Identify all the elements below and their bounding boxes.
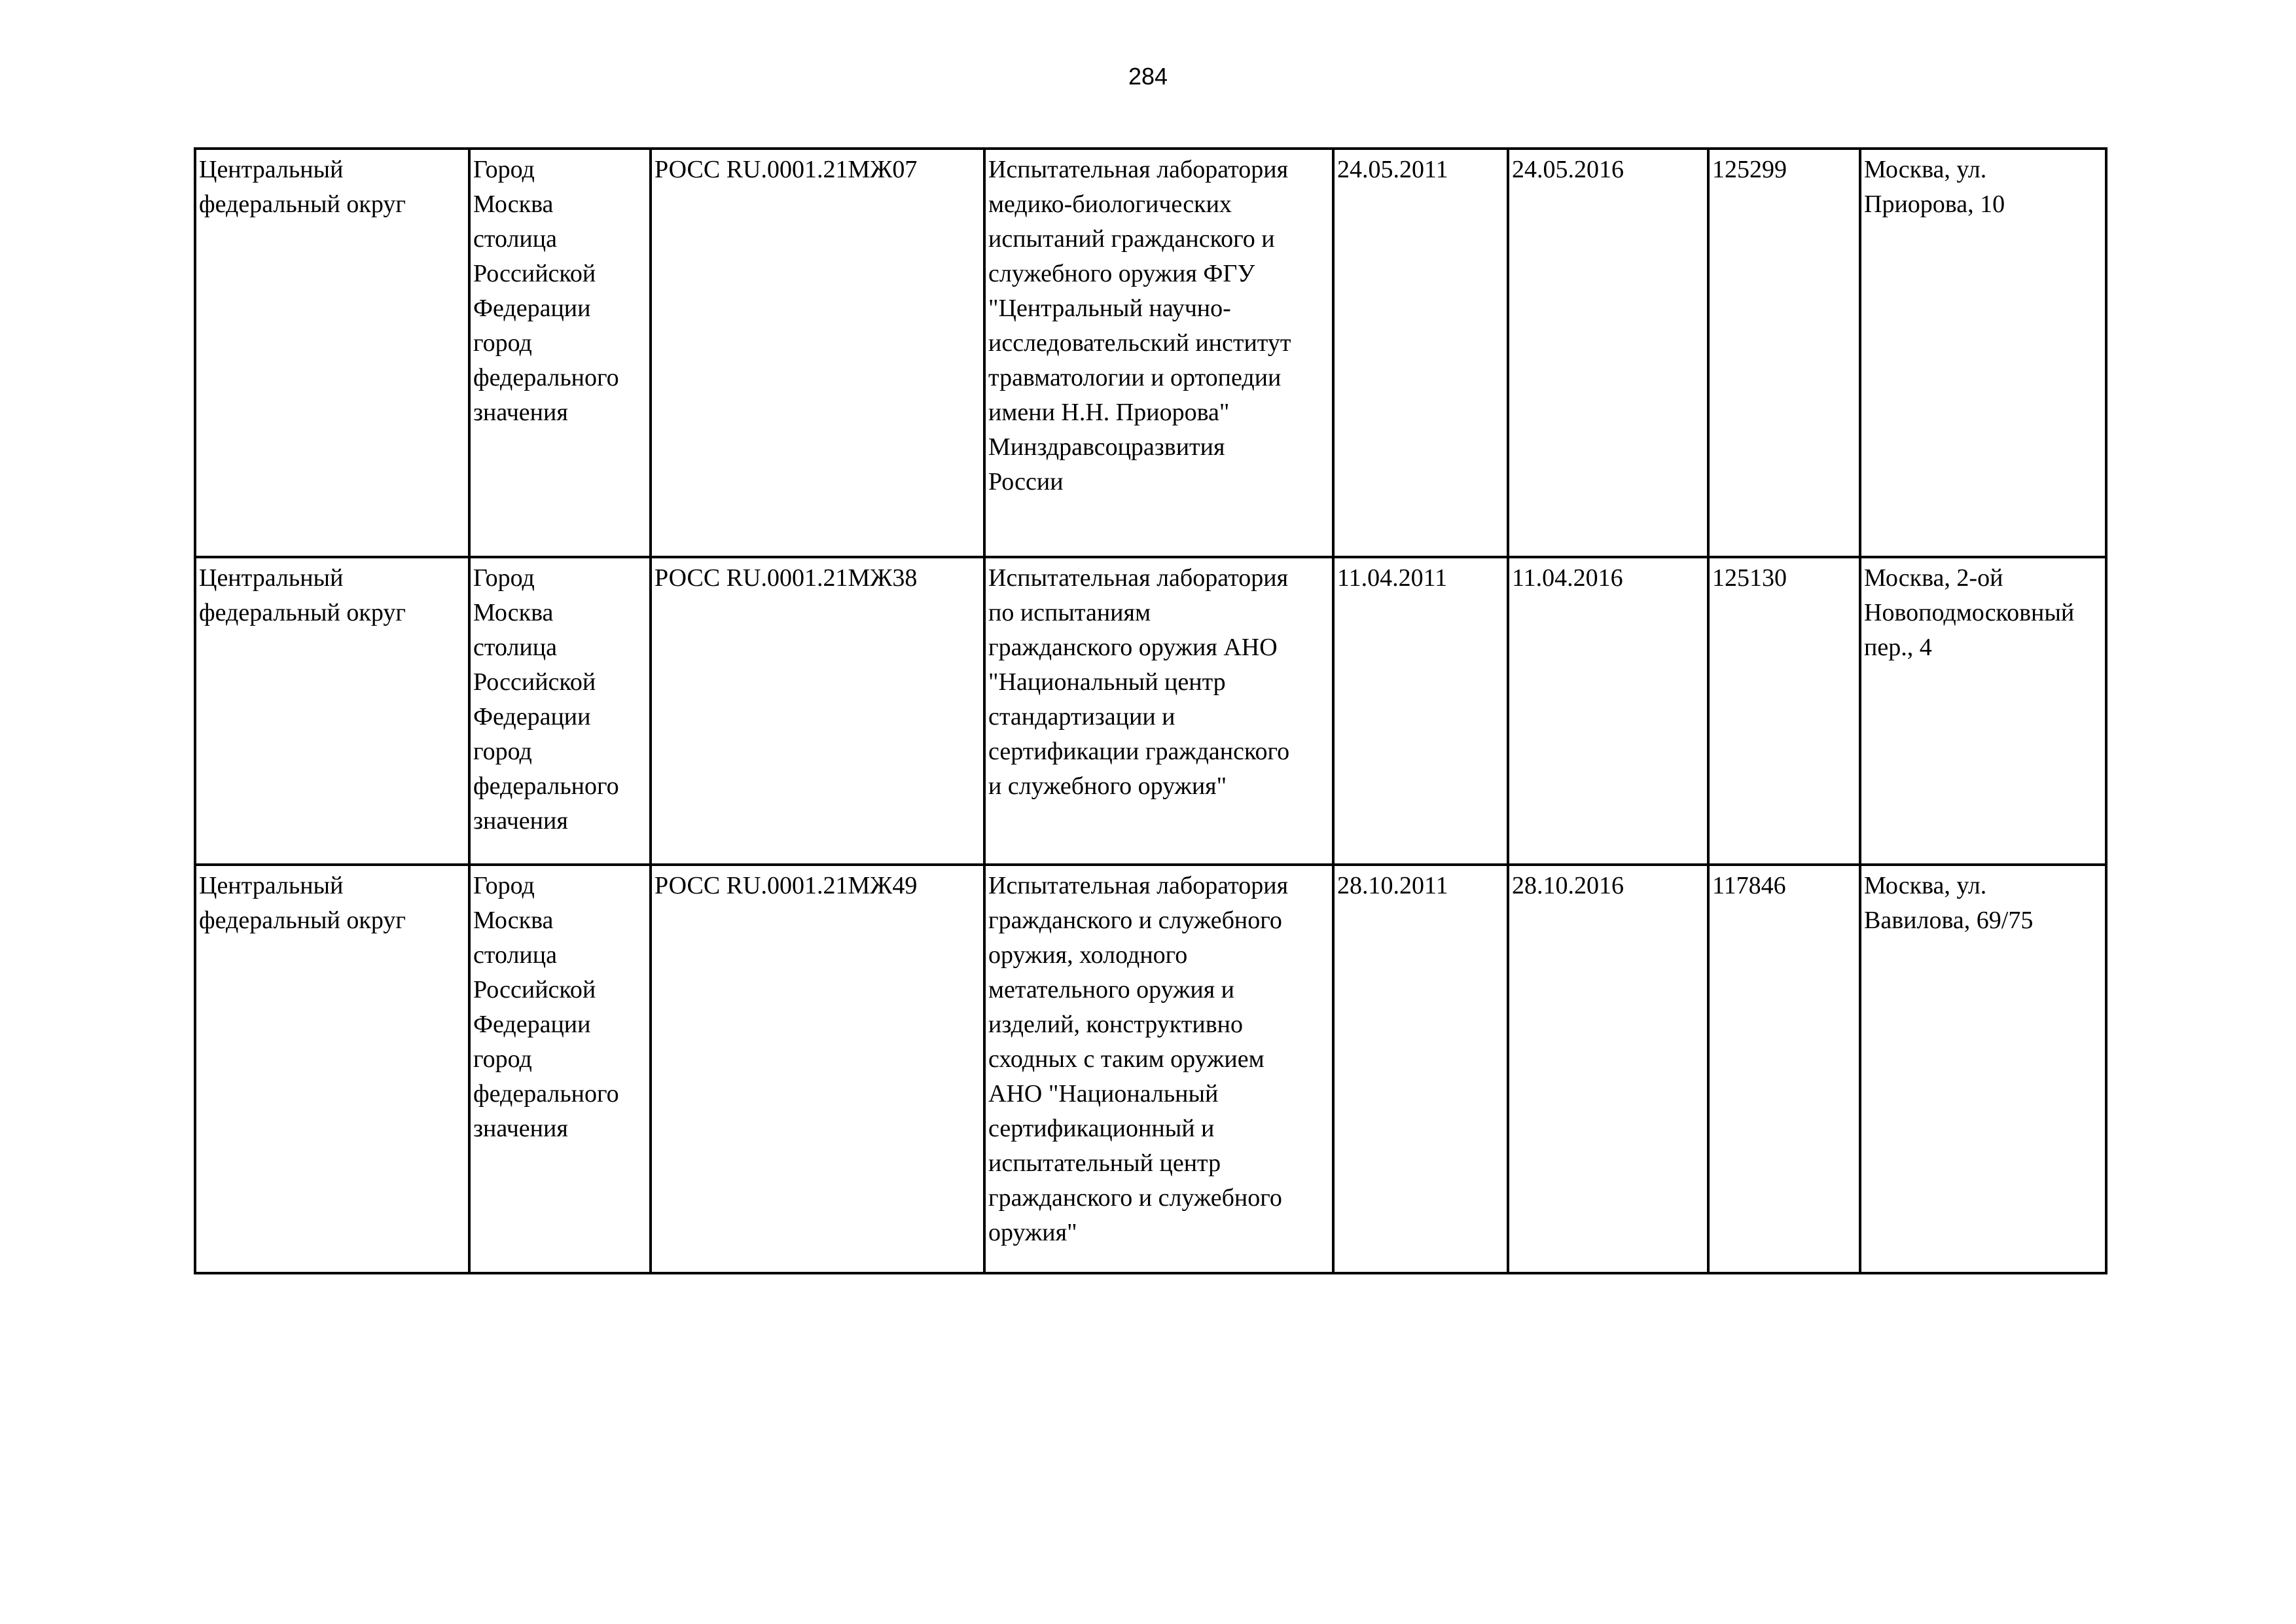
laboratory-cell: Испытательная лаборатория медико-биологических испытаний гражданского и служебного оружия ФГУ "Центральный научно- исследовательский институт травматологии и ортопедии имени Н.Н. Приорова" Минздравсоцразвития России [984, 149, 1333, 557]
certificate-number-cell: РОСС RU.0001.21МЖ49 [651, 865, 984, 1273]
date-end-cell: 11.04.2016 [1508, 557, 1708, 865]
date-start-cell: 24.05.2011 [1333, 149, 1508, 557]
district-cell: Центральный федеральный округ [195, 557, 469, 865]
address-cell: Москва, ул. Вавилова, 69/75 [1860, 865, 2106, 1273]
district-cell: Центральный федеральный округ [195, 149, 469, 557]
region-cell: Город Москва столица Российской Федерации город федерального значения [469, 149, 651, 557]
certificate-number-cell: РОСС RU.0001.21МЖ38 [651, 557, 984, 865]
postal-code-cell: 125299 [1708, 149, 1860, 557]
date-end-cell: 28.10.2016 [1508, 865, 1708, 1273]
district-cell: Центральный федеральный округ [195, 865, 469, 1273]
postal-code-cell: 117846 [1708, 865, 1860, 1273]
laboratory-cell: Испытательная лаборатория по испытаниям гражданского оружия АНО "Национальный центр стандартизации и сертификации гражданского и служебного оружия" [984, 557, 1333, 865]
table-row [195, 149, 2106, 557]
table-row [195, 557, 2106, 865]
date-end-cell: 24.05.2016 [1508, 149, 1708, 557]
date-start-cell: 28.10.2011 [1333, 865, 1508, 1273]
certificate-number-cell: РОСС RU.0001.21МЖ07 [651, 149, 984, 557]
date-start-cell: 11.04.2011 [1333, 557, 1508, 865]
address-cell: Москва, ул. Приорова, 10 [1860, 149, 2106, 557]
registry-table [194, 147, 2108, 1274]
address-cell: Москва, 2-ой Новоподмосковный пер., 4 [1860, 557, 2106, 865]
laboratory-cell: Испытательная лаборатория гражданского и служебного оружия, холодного метательного оружия и изделий, конструктивно сходных с таким оружием АНО "Национальный сертификационный и испытательный центр гражданского и служебного оружия" [984, 865, 1333, 1273]
region-cell: Город Москва столица Российской Федерации город федерального значения [469, 865, 651, 1273]
region-cell: Город Москва столица Российской Федерации город федерального значения [469, 557, 651, 865]
page-number: 284 [1128, 63, 1168, 90]
postal-code-cell: 125130 [1708, 557, 1860, 865]
table-row [195, 865, 2106, 1273]
